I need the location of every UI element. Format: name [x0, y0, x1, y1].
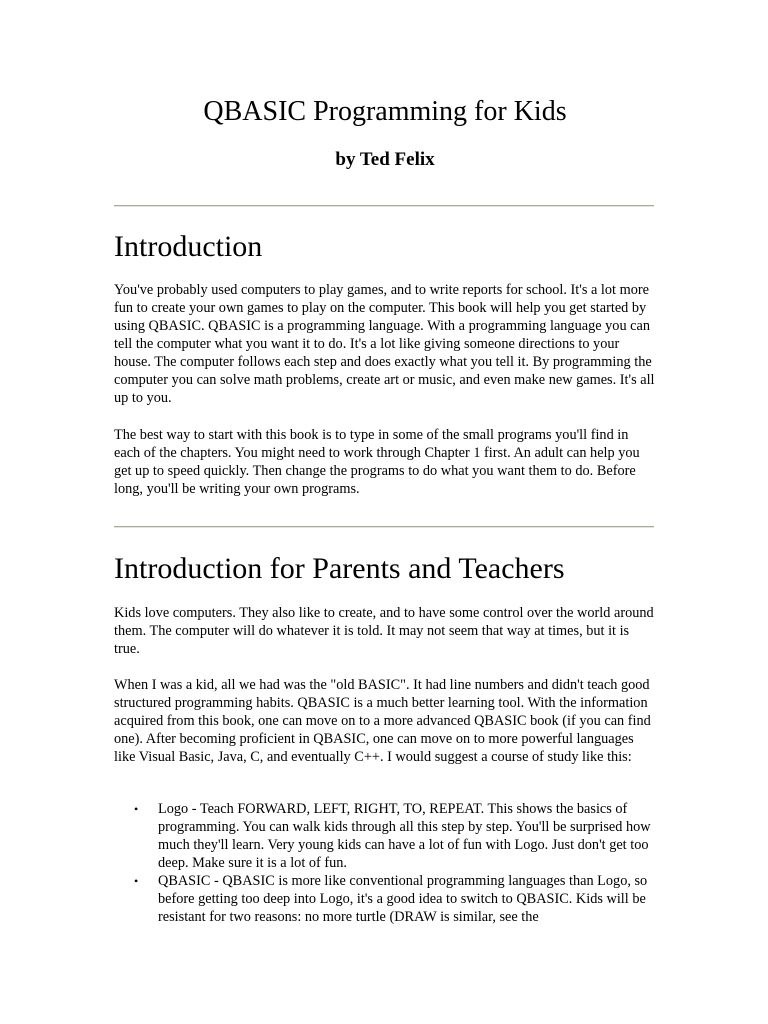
horizontal-rule	[114, 526, 654, 528]
horizontal-rule	[114, 205, 654, 207]
bullet-icon: •	[134, 874, 139, 888]
document-author: by Ted Felix	[335, 149, 435, 170]
parents-paragraph-2: When I was a kid, all we had was the "old BASIC". It had line numbers and didn't teach good structured programming habits. QBASIC is a much better learning tool. With the information acquired from this book, one can move on to a more advanced QBASIC book (if you can find one). After becoming proficient in QBASIC, one can move on to more powerful languages like Visual Basic, Java, C, and eventually C++. I would suggest a course of study like this:	[114, 677, 651, 765]
list-item-text: QBASIC - QBASIC is more like conventional programming languages than Logo, so before getting too deep into Logo, it's a good idea to switch to QBASIC. Kids will be resistant for two reasons: no more turtle (DRAW is similar, see the	[158, 873, 648, 925]
intro-paragraph-2: The best way to start with this book is to type in some of the small programs you'll find in each of the chapters. You might need to work through Chapter 1 first. An adult can help you get up to speed quickly. Then change the programs to do what you want them to do. Before long, you'll be writing your own programs.	[114, 427, 640, 497]
list-item-text: Logo - Teach FORWARD, LEFT, RIGHT, TO, REPEAT. This shows the basics of programming. You can walk kids through all this step by step. You'll be surprised how much they'll learn. Very young kids can have a lot of fun with Logo. Just don't get too deep. Make sure it is a lot of fun.	[158, 801, 651, 871]
section-heading-parents-teachers: Introduction for Parents and Teachers	[114, 552, 565, 585]
section-heading-introduction: Introduction	[114, 230, 263, 263]
bullet-icon: •	[134, 802, 139, 816]
list-item-logo	[114, 800, 656, 872]
course-of-study-list	[114, 800, 656, 926]
intro-paragraph-1: You've probably used computers to play games, and to write reports for school. It's a lot more fun to create your own games to play on the computer. This book will help you get started by using QBASIC. QBASIC is a programming language. With a programming language you can tell the computer what you want it to do. It's a lot like giving someone directions to your house. The computer follows each step and does exactly what you tell it. By programming the computer you can solve math problems, create art or music, and even make new games. It's all up to you.	[114, 282, 655, 406]
document-title: QBASIC Programming for Kids	[203, 96, 567, 127]
list-item-qbasic	[114, 872, 656, 926]
parents-paragraph-1: Kids love computers. They also like to create, and to have some control over the world around them. The computer will do whatever it is told. It may not seem that way at times, but it is true.	[114, 605, 654, 657]
